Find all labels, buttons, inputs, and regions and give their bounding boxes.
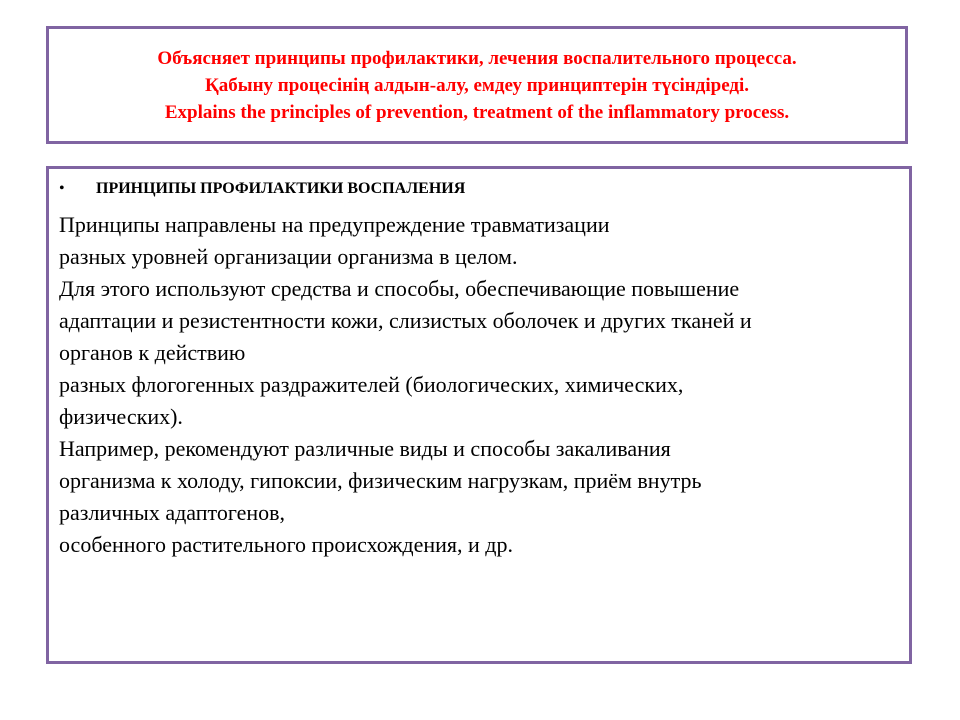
body-line: разных уровней организации организма в целом. — [59, 244, 518, 269]
body-line: разных флогогенных раздражителей (биологических, химических, — [59, 372, 684, 397]
title-line-kazakh: Қабыну процесінің алдын-алу, емдеу принциптерін түсіндіреді. — [204, 74, 750, 96]
bullet-icon: • — [59, 180, 65, 197]
body-line: организма к холоду, гипоксии, физическим нагрузкам, приём внутрь — [59, 468, 702, 493]
title-line-russian: Объясняет принципы профилактики, лечения воспалительного процесса. — [157, 47, 797, 69]
body-line: различных адаптогенов, — [59, 500, 286, 525]
content-box — [46, 166, 912, 664]
body-line: Для этого используют средства и способы, обеспечивающие повышение — [59, 276, 740, 301]
body-line: Например, рекомендуют различные виды и способы закаливания — [59, 436, 671, 461]
body-text — [59, 209, 909, 561]
title-box — [46, 26, 908, 144]
bullet-heading-row — [49, 177, 909, 201]
body-line: Принципы направлены на предупреждение травматизации — [59, 212, 610, 237]
body-line: физических). — [59, 404, 183, 429]
body-line: особенного растительного происхождения, и др. — [59, 532, 513, 557]
body-line: органов к действию — [59, 340, 246, 365]
title-line-english: Explains the principles of prevention, treatment of the inflammatory process. — [164, 101, 790, 123]
section-heading: ПРИНЦИПЫ ПРОФИЛАКТИКИ ВОСПАЛЕНИЯ — [96, 180, 466, 197]
body-line: адаптации и резистентности кожи, слизистых оболочек и других тканей и — [59, 308, 752, 333]
